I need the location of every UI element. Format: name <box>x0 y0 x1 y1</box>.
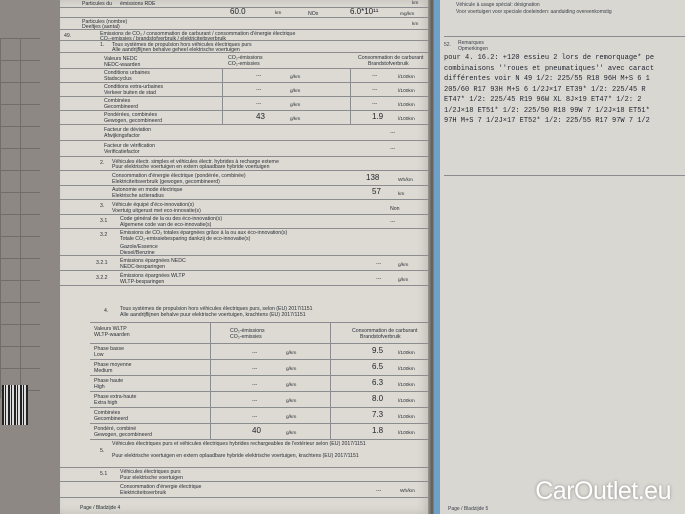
table-row <box>90 392 432 408</box>
row-3-2-1-nl: NEDC-besparingen <box>120 264 165 270</box>
row-label-fr: Phase moyenne <box>94 362 132 368</box>
wltp-col1-fr: Valeurs WLTP <box>94 326 127 332</box>
column-divider <box>350 111 351 124</box>
divider <box>444 36 685 37</box>
row-label-nl: Medium <box>94 368 113 374</box>
table-row <box>60 83 432 97</box>
verification-row <box>60 141 432 157</box>
co2-unit: g/km <box>290 103 301 108</box>
fuel-value: --- <box>372 101 378 107</box>
wltp-col3-fr: Consommation de carburant <box>352 328 418 334</box>
nedc-col3-nl: Brandstofverbruik <box>368 61 409 67</box>
column-divider <box>330 392 331 407</box>
range-value: 57 <box>372 187 381 196</box>
divider-2 <box>444 175 685 176</box>
remark-line: 1/2J×18 ET51* 1/2: 225/50 R18 99W 7 1/2J×18 ET51* <box>444 106 650 115</box>
co2-value: --- <box>252 350 258 356</box>
column-divider <box>222 97 223 110</box>
row-label-fr: Pondérées, combinées <box>104 112 158 118</box>
column-divider <box>210 424 211 439</box>
document-page-right <box>434 0 685 514</box>
particles-unit: km <box>412 22 419 27</box>
fuel-value: --- <box>372 87 378 93</box>
row-label-fr: Phase extra-haute <box>94 394 137 400</box>
nedc-col1-nl: NEDC-waarden <box>104 62 141 68</box>
side-grid-pattern <box>0 38 40 398</box>
column-divider <box>210 376 211 391</box>
document-page-left <box>60 0 432 514</box>
row-label-fr: Conditions extra-urbaines <box>104 84 164 90</box>
fuel-value: --- <box>372 73 378 79</box>
section-2-title <box>60 158 432 171</box>
rde-unit: km <box>412 1 419 6</box>
column-divider <box>350 97 351 110</box>
co2-unit: g/km <box>286 415 297 420</box>
fuel-unit: l/100km <box>398 399 415 404</box>
section-2-fr: Véhicules électr. simples et véhicules électr. hybrides à recharge externe <box>112 159 279 165</box>
fuel-unit: l/100km <box>398 351 415 356</box>
section-5-nl: Puur elektrische voertuigen en extern oplaadbare hybride elektrische voertuigen, krachtens (EU) 2017/1151 <box>112 453 359 459</box>
unit-km: km <box>275 11 282 16</box>
row-label-fr: Combinées <box>94 410 121 416</box>
row-5-1-fr: Véhicules électriques purs <box>120 469 181 475</box>
row-3-2-fr: Emissions de CO₂ totales épargnées grâce à la ou aux éco-innovation(s) <box>120 230 288 236</box>
co2-unit: g/km <box>290 89 301 94</box>
row-3-2-2-unit: g/km <box>398 278 409 283</box>
row-label-fr: Phase haute <box>94 378 124 384</box>
section-49-title <box>60 30 432 41</box>
table-row <box>90 360 432 376</box>
section-52-number: 52. <box>444 42 451 48</box>
section-4-fr: Tous systèmes de propulsion hors véhicules électriques purs, selon (EU) 2017/1151 <box>120 306 313 312</box>
section-3-number: 3. <box>100 203 105 209</box>
row-label-nl: Gewogen, gecombineerd <box>104 118 162 124</box>
row-label-fr: Pondéré, combiné <box>94 426 137 432</box>
row-label-nl: Low <box>94 352 104 358</box>
subsection-fr: Tous systèmes de propulsion hors véhicules électriques purs <box>112 42 252 48</box>
co2-value: --- <box>256 101 262 107</box>
verif-label-nl: Verificatiefactor <box>104 149 140 155</box>
verif-value: --- <box>390 130 396 136</box>
blue-page-edge <box>434 0 440 514</box>
page-footer-right: Page / Bladzijde 5 <box>448 506 489 512</box>
range-fr: Autonomie en mode électrique <box>112 187 183 193</box>
row-3-2-1-value: --- <box>376 261 382 267</box>
fuel-value: 7.3 <box>372 410 384 419</box>
section-4-title <box>60 298 432 318</box>
row-3-2-1-number: 3.2.1 <box>96 260 108 266</box>
co2-value: 43 <box>256 112 265 121</box>
barcode-graphic <box>2 385 28 425</box>
value-60: 60.0 <box>230 7 246 16</box>
row-label-fr: Combinées <box>104 98 131 104</box>
fuel-unit: l/100km <box>398 367 415 372</box>
column-divider <box>210 392 211 407</box>
consumption-unit: Wh/km <box>398 178 413 183</box>
co2-unit: g/km <box>290 117 301 122</box>
row-5-1-cons-nl: Elektriciteitsverbruik <box>120 490 167 496</box>
co2-unit: g/km <box>286 431 297 436</box>
column-divider <box>330 344 331 359</box>
column-divider <box>222 111 223 124</box>
rde-label-fr: Particules du <box>82 1 112 7</box>
row-label-nl: High <box>94 384 105 390</box>
fuel-unit: l/100km <box>398 415 415 420</box>
fuel-unit: l/100km <box>398 103 415 108</box>
row-5-1-cons-fr: Consommation d'énergie électrique <box>120 484 202 490</box>
row-5-1-nl: Puur elektrische voertuigen <box>120 475 183 481</box>
section-5-number: 5. <box>100 448 105 454</box>
row-3-2-2-value: --- <box>376 276 382 282</box>
page-footer-left: Page / Bladzijde 4 <box>80 505 121 511</box>
special-use-label-nl: Voor voertuigen voor speciale doeleinden: aanduiding overeenkomstig <box>456 9 612 15</box>
column-divider <box>330 424 331 439</box>
column-divider <box>222 69 223 82</box>
co2-unit: g/km <box>286 367 297 372</box>
co2-unit: g/km <box>286 383 297 388</box>
co2-unit: g/km <box>290 75 301 80</box>
co2-value: --- <box>252 382 258 388</box>
range-nl: Elektrische actieradius <box>112 193 164 199</box>
table-row <box>60 69 432 83</box>
section-3-nl: Voertuig uitgerust met eco-innovatie(s) <box>112 208 201 214</box>
section-number: 49. <box>64 33 72 39</box>
particles-nl: Deeltjes (aantal) <box>82 24 120 30</box>
wltp-col1-nl: WLTP-waarden <box>94 332 130 338</box>
nedc-col2-nl: CO₂-emissies <box>228 61 260 67</box>
fuel-unit: l/100km <box>398 75 415 80</box>
electric-range-row <box>60 186 432 200</box>
row-3-2-1-fr: Émissions épargnées NEDC <box>120 258 186 264</box>
fuel-unit: l/100km <box>398 117 415 122</box>
row-3-2-2-number: 3.2.2 <box>96 275 108 281</box>
co2-value: --- <box>256 87 262 93</box>
section-3-row <box>60 200 432 215</box>
column-divider <box>210 344 211 359</box>
section-title-nl: CO₂-emissies / brandstofverbruik / elektriciteitsverbruik <box>100 36 226 42</box>
folder-side-strip <box>0 0 62 514</box>
fuel-value: 1.8 <box>372 426 384 435</box>
remark-line: ET47* 1/2: 225/45 R19 96W XL 8J×19 ET47* 1/2: 2 <box>444 96 642 104</box>
row-3-1-number: 3.1 <box>100 218 108 224</box>
column-divider <box>210 408 211 423</box>
row-label-nl: Extra high <box>94 400 118 406</box>
consumption-nl: Elektriciteitsverbruik (gewogen, gecombineerd) <box>112 179 220 185</box>
column-divider <box>330 408 331 423</box>
remark-line: pour 4. 16.2: +120 essieu 2 lors de remorquage* pe <box>444 54 655 62</box>
fuel-type-nl: Diesel/Benzine <box>120 250 155 256</box>
particles-row <box>60 18 432 30</box>
row-label-nl: Gecombineerd <box>94 416 129 422</box>
row-3-1 <box>60 215 432 229</box>
column-divider <box>210 360 211 375</box>
co2-value: --- <box>256 73 262 79</box>
subsection-nl: Alle aandrijflijnen behalve geheel elektrische voertuigen <box>112 47 240 53</box>
row-3-2-number: 3.2 <box>100 232 108 238</box>
remarks-fr: Remarques <box>458 40 484 46</box>
section-4-number: 4. <box>104 308 109 314</box>
remark-line: combinaisons ''roues et pneumatiques'' avec caract <box>444 64 655 73</box>
fuel-unit: l/100km <box>398 383 415 388</box>
unit-mgkm: mg/km <box>400 12 415 17</box>
row-3-1-value: --- <box>390 219 396 225</box>
verif-label-fr: Facteur de vérification <box>104 143 156 149</box>
nedc-col3-fr: Consommation de carburant <box>358 55 424 61</box>
section-49-1 <box>60 41 432 53</box>
co2-value: --- <box>252 366 258 372</box>
section-2-number: 2. <box>100 160 105 166</box>
row-label-nl: Stadscyclus <box>104 76 132 82</box>
range-unit: km <box>398 192 405 197</box>
fuel-value: 8.0 <box>372 394 384 403</box>
remark-line: 205/60 R17 93H M+S 6 1/2J×17 ET39* 1/2: 225/45 R <box>444 85 646 94</box>
row-3-2 <box>60 229 432 256</box>
remark-line: 97H M+S 7 1/2J×17 ET52* 1/2: 225/55 R17 97W 7 1/2 <box>444 117 650 125</box>
fuel-unit: l/100km <box>398 89 415 94</box>
row-3-2-1 <box>60 256 432 271</box>
section-4-nl: Alle aandrijflijnen behalve puur elektrische voertuigen, krachtens (EU) 2017/1151 <box>120 312 306 318</box>
row-5-1-consumption <box>60 482 432 498</box>
nedc-col2-fr: CO₂-émissions <box>228 55 263 61</box>
wltp-table-header <box>90 322 432 344</box>
table-row <box>60 111 432 125</box>
rde-label-nl: émissions RDE <box>120 1 156 7</box>
row-3-1-nl: Algemene code van de eco-innovatie(s) <box>120 222 212 228</box>
section-title-fr: Emissions de CO₂ / consommation de carburant / consommation d'énergie électrique <box>100 31 296 37</box>
particles-fr: Particules (nombre) <box>82 19 128 25</box>
section-3-fr: Véhicule équipé d'éco-innovation(s) <box>112 202 195 208</box>
verification-row <box>60 125 432 141</box>
table-row <box>60 97 432 111</box>
row-3-2-2-nl: WLTP-besparingen <box>120 279 165 285</box>
fuel-value: 1.9 <box>372 112 384 121</box>
row-3-2-2-fr: Émissions épargnées WLTP <box>120 273 186 279</box>
column-divider <box>350 83 351 96</box>
eco-innovation-value: Non <box>390 206 400 212</box>
wltp-col2-nl: CO₂-emissies <box>230 334 262 340</box>
row-5-1-unit: Wh/km <box>400 489 415 494</box>
section-5-title <box>60 440 432 468</box>
table-row <box>90 376 432 392</box>
caroutlet-watermark: CarOutlet.eu <box>535 477 671 505</box>
wltp-col3-nl: Brandstofverbruik <box>360 334 401 340</box>
co2-unit: g/km <box>286 351 297 356</box>
consumption-fr: Consommation d'énergie électrique (pondérée, combinée) <box>112 173 246 179</box>
verif-value: --- <box>390 146 396 152</box>
table-row <box>90 344 432 360</box>
subsection-number: 1. <box>100 42 105 48</box>
table-row <box>90 424 432 440</box>
remark-line: différentes voir N 49 1/2: 225/55 R18 96H M+S 6 1 <box>444 75 650 83</box>
row-5-1 <box>60 468 432 482</box>
fuel-value: 9.5 <box>372 346 384 355</box>
co2-value: --- <box>252 398 258 404</box>
verif-label-nl: Afwijkingsfactor <box>104 133 141 139</box>
row-3-2-2 <box>60 271 432 286</box>
particles-value: 6.0*10¹¹ <box>350 7 379 16</box>
fuel-unit: l/100km <box>398 431 415 436</box>
fuel-value: 6.3 <box>372 378 384 387</box>
co2-value: --- <box>252 414 258 420</box>
verif-label-fr: Facteur de déviation <box>104 127 152 133</box>
fuel-value: 6.5 <box>372 362 384 371</box>
table-row <box>90 408 432 424</box>
fuel-type-fr: Gazole/Essence <box>120 244 158 250</box>
row-label-fr: Phase basse <box>94 346 124 352</box>
section-5-fr: Véhicules électriques purs et véhicules électriques hybrides rechargeables de l'extérieur selon (EU) 2017/1151 <box>112 441 366 447</box>
nox-row <box>60 8 432 18</box>
row-5-1-value: --- <box>376 488 382 494</box>
column-divider <box>222 83 223 96</box>
electric-consumption-row <box>60 171 432 186</box>
section-2-nl: Puur elektrische voertuigen en extern oplaadbare hybride voertuigen <box>112 164 270 170</box>
column-divider <box>350 69 351 82</box>
row-label-nl: Gewogen, gecombineerd <box>94 432 152 438</box>
co2-value: 40 <box>252 426 261 435</box>
wltp-col2-fr: CO₂-émissions <box>230 328 265 334</box>
co2-unit: g/km <box>286 399 297 404</box>
row-label-nl: Gecombineerd <box>104 104 139 110</box>
row-label-nl: Verkeer buiten de stad <box>104 90 156 96</box>
row-3-2-1-unit: g/km <box>398 263 409 268</box>
row-3-1-fr: Code général de la ou des éco-innovation(s) <box>120 216 223 222</box>
column-divider <box>330 360 331 375</box>
nedc-col1-fr: Valeurs NEDC <box>104 56 138 62</box>
column-divider <box>330 376 331 391</box>
row-label-fr: Conditions urbaines <box>104 70 150 76</box>
consumption-value: 138 <box>366 173 380 182</box>
row-5-1-number: 5.1 <box>100 471 108 477</box>
nedc-table-header <box>60 53 432 69</box>
special-use-label-fr: Véhicule à usage spécial: désignation <box>456 2 540 8</box>
nox-label: NOx <box>308 11 319 17</box>
remarks-nl: Opmerkingen <box>458 46 489 52</box>
row-3-2-nl: Totale CO₂-emissiebesparing dankzij de eco-innovatie(s) <box>120 236 251 242</box>
